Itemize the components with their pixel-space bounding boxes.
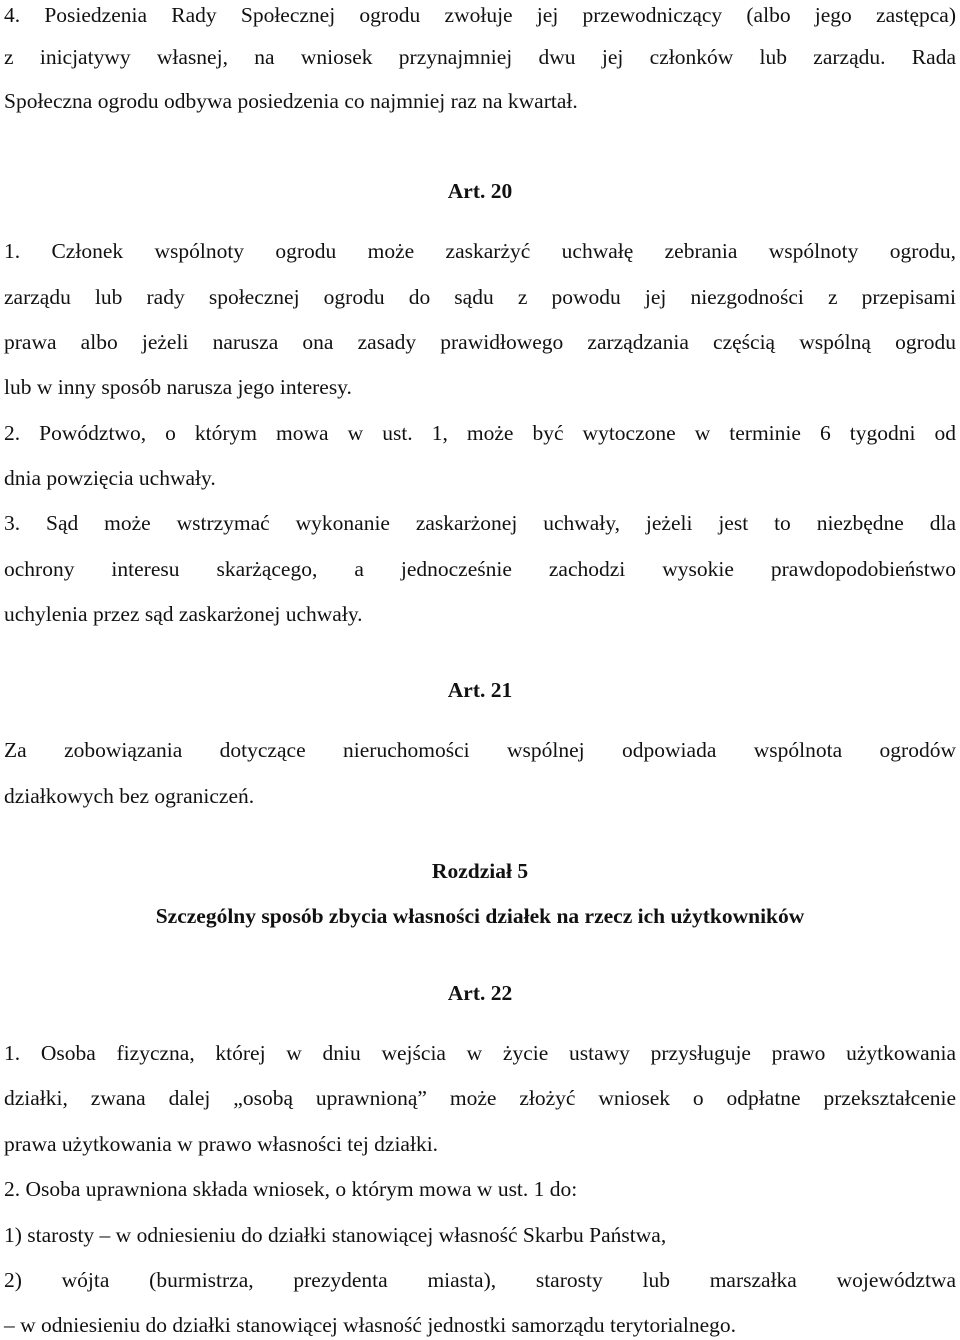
article-20-point-1-line-3: prawa albo jeżeli narusza ona zasady prawidłowego zarządzania częścią wspólną ogrodu (4, 330, 956, 354)
article-22-point-1-line-1: 1. Osoba fizyczna, której w dniu wejścia w życie ustawy przysługuje prawo użytkowania (4, 1041, 956, 1065)
paragraph-4-line-2: z inicjatywy własnej, na wniosek przynajmniej dwu jej członków lub zarządu. Rada (4, 45, 956, 69)
article-20-point-2-line-1: 2. Powództwo, o którym mowa w ust. 1, może być wytoczone w terminie 6 tygodni od (4, 421, 956, 445)
article-21-line-1: Za zobowiązania dotyczące nieruchomości wspólnej odpowiada wspólnota ogrodów (4, 738, 956, 762)
chapter-subtitle: Szczególny sposób zbycia własności działek na rzecz ich użytkowników (155, 904, 805, 928)
article-21-line-2: działkowych bez ograniczeń. (4, 784, 255, 808)
article-21-title: Art. 21 (447, 678, 513, 702)
article-20-point-3-line-3: uchylenia przez sąd zaskarżonej uchwały. (4, 602, 363, 626)
chapter-title: Rozdział 5 (431, 859, 529, 883)
paragraph-4-line-3: Społeczna ogrodu odbywa posiedzenia co najmniej raz na kwartał. (4, 89, 578, 113)
paragraph-4-line-1: 4. Posiedzenia Rady Społecznej ogrodu zwołuje jej przewodniczący (albo jego zastępca) (4, 3, 956, 27)
article-22-point-1-line-2: działki, zwana dalej „osobą uprawnioną” może złożyć wniosek o odpłatne przekształcenie (4, 1086, 956, 1110)
article-20-point-3-line-2: ochrony interesu skarżącego, a jednocześnie zachodzi wysokie prawdopodobieństwo (4, 557, 956, 581)
article-20-point-1-line-4: lub w inny sposób narusza jego interesy. (4, 375, 352, 399)
article-22-point-2-line-1: 2. Osoba uprawniona składa wniosek, o którym mowa w ust. 1 do: (4, 1177, 578, 1201)
article-20-title: Art. 20 (447, 179, 513, 203)
article-22-list-item-2-line-2: – w odniesieniu do działki stanowiącej własność jednostki samorządu terytorialnego. (4, 1313, 737, 1337)
article-22-list-item-2-line-1: 2) wójta (burmistrza, prezydenta miasta), starosty lub marszałka województwa (4, 1268, 956, 1292)
article-22-title: Art. 22 (447, 981, 513, 1005)
article-20-point-1-line-2: zarządu lub rady społecznej ogrodu do sądu z powodu jej niezgodności z przepisami (4, 285, 956, 309)
article-20-point-1-line-1: 1. Członek wspólnoty ogrodu może zaskarżyć uchwałę zebrania wspólnoty ogrodu, (4, 239, 956, 263)
article-20-point-3-line-1: 3. Sąd może wstrzymać wykonanie zaskarżonej uchwały, jeżeli jest to niezbędne dla (4, 511, 956, 535)
article-22-list-item-1: 1) starosty – w odniesieniu do działki stanowiącej własność Skarbu Państwa, (4, 1223, 667, 1247)
article-20-point-2-line-2: dnia powzięcia uchwały. (4, 466, 216, 490)
article-22-point-1-line-3: prawa użytkowania w prawo własności tej działki. (4, 1132, 439, 1156)
